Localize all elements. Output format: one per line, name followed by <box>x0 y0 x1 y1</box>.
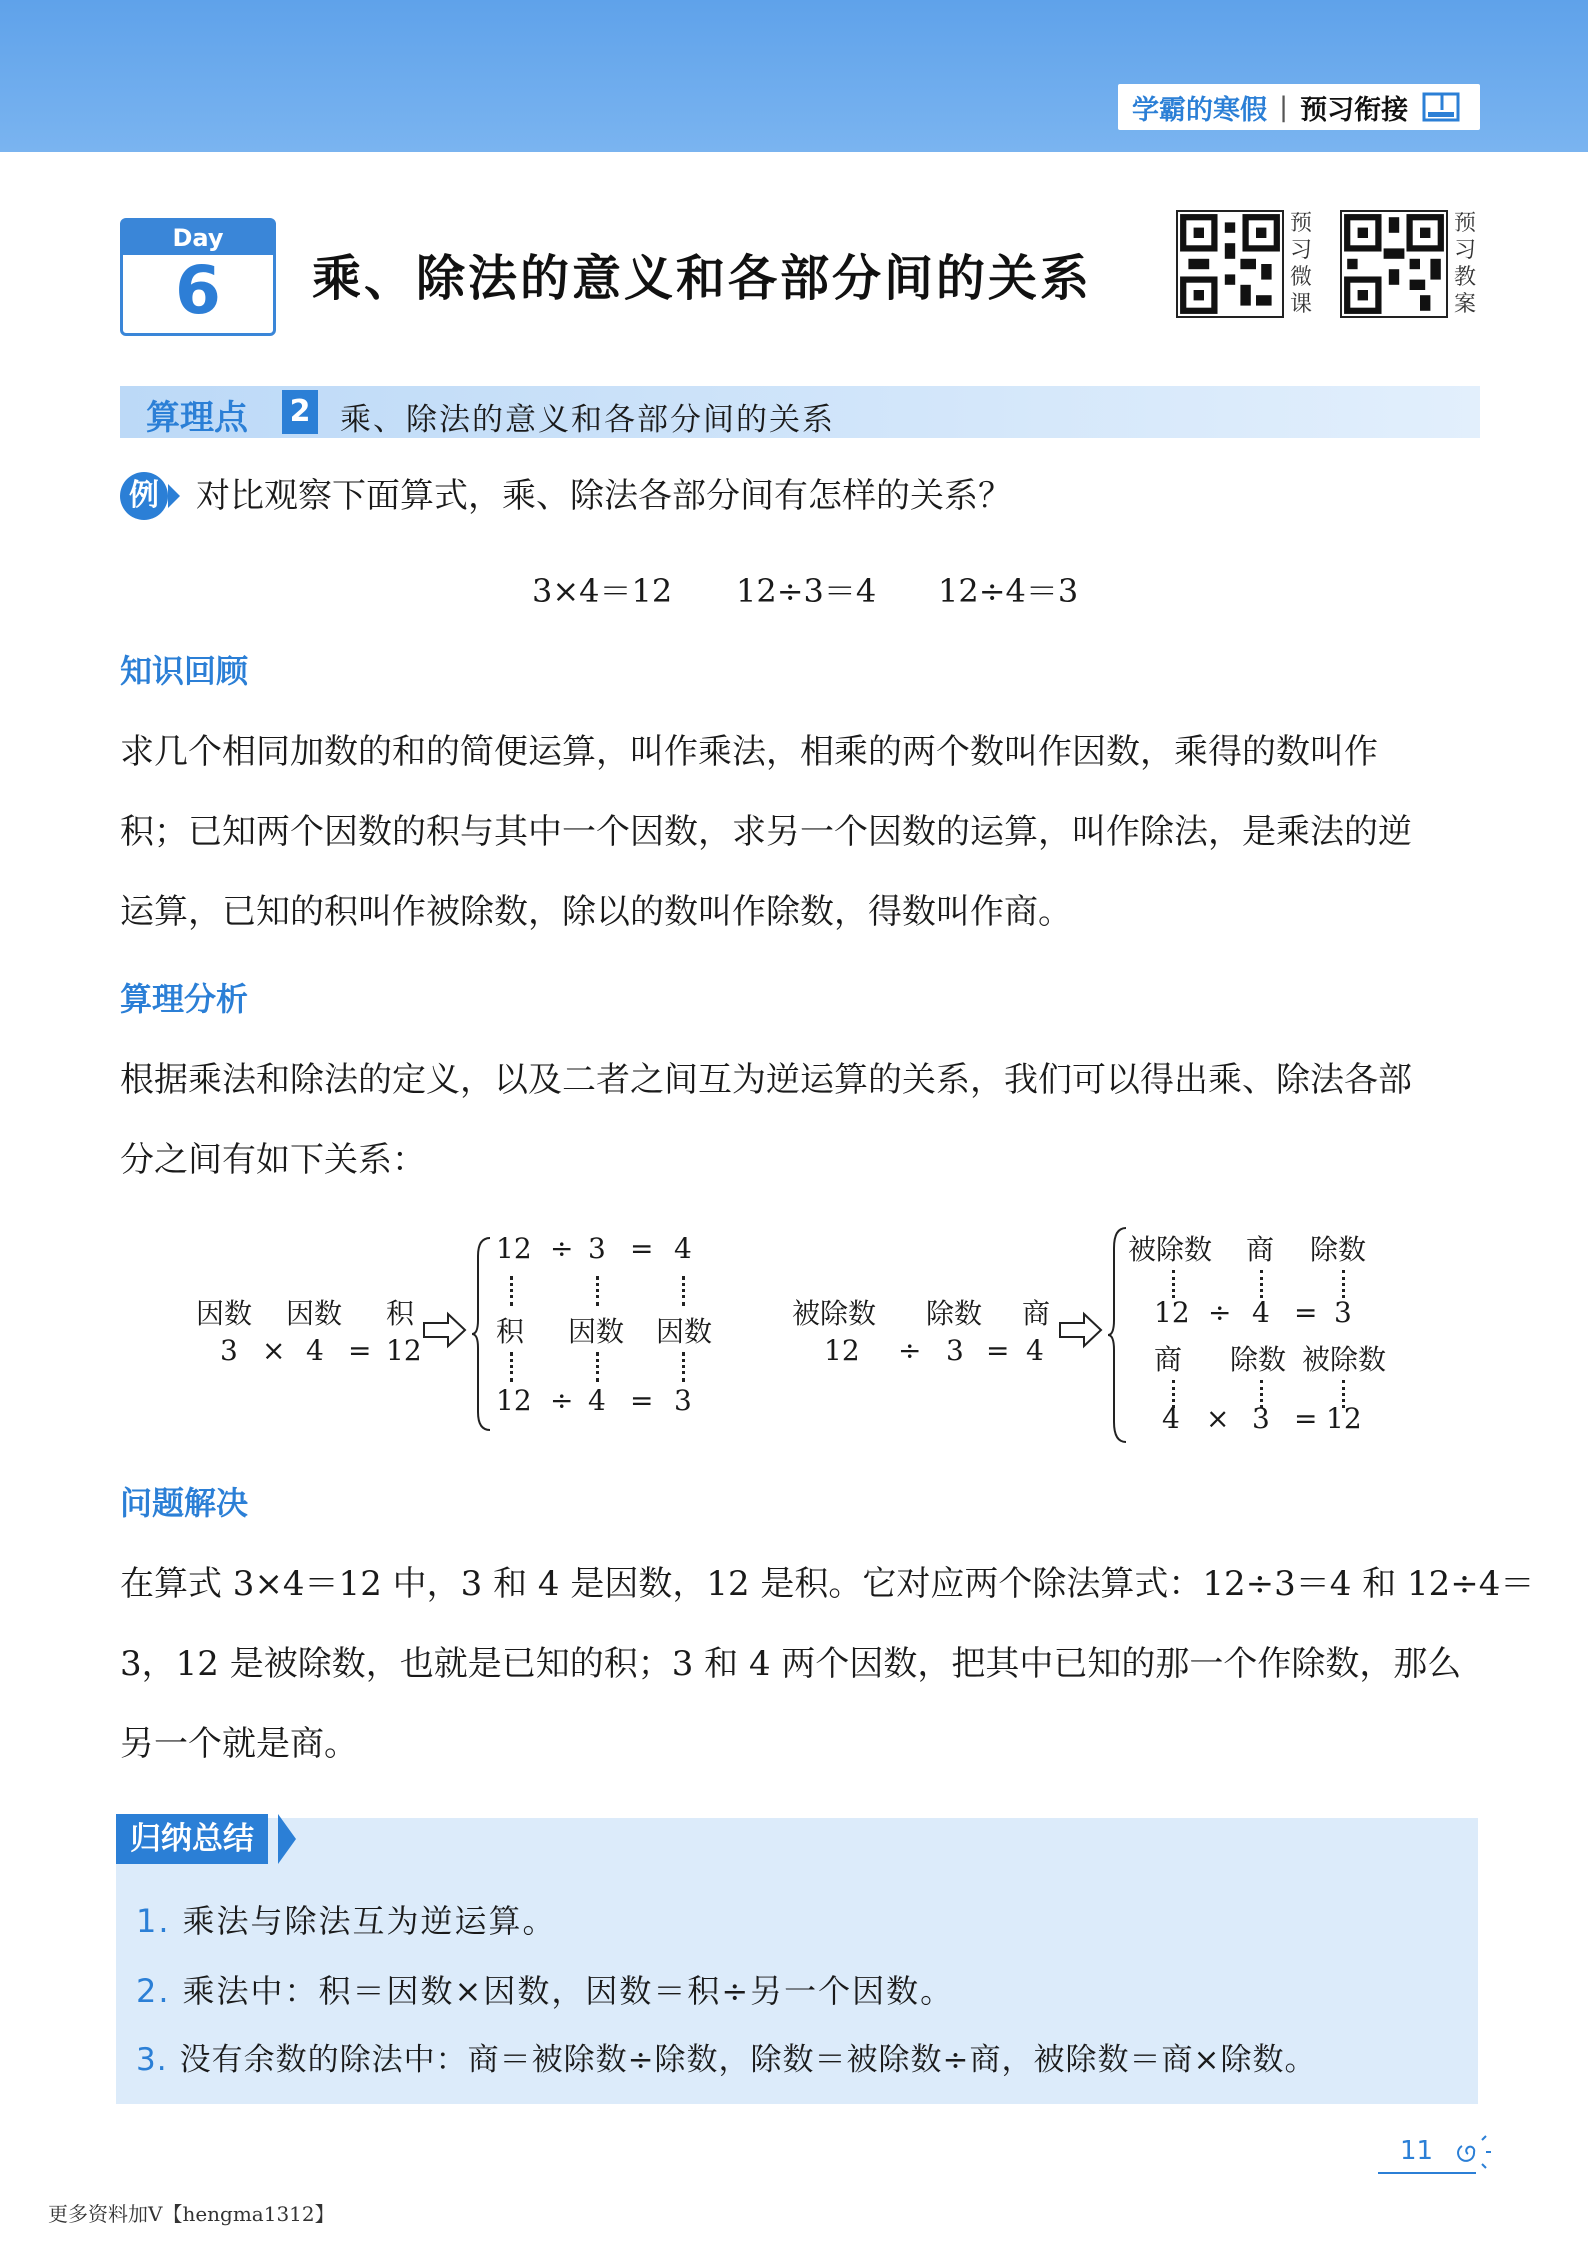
diagram-term: 4 <box>1252 1296 1270 1329</box>
dotted-connector <box>1172 1270 1175 1298</box>
diagram-label: 被除数 <box>1302 1343 1387 1376</box>
footer-note: 更多资料加V【hengma1312】 <box>48 2202 335 2226</box>
solution-line: 在算式 3×4＝12 中，3 和 4 是因数，12 是积。它对应两个除法算式：12÷3＝4 和 12÷4＝ <box>120 1564 1535 1604</box>
day-label: Day <box>123 221 273 255</box>
example-equation: 12÷4＝3 <box>938 572 1079 610</box>
diagram-term: 12 <box>1154 1296 1190 1329</box>
day-calendar <box>120 218 276 336</box>
qr-label-2: 预 习 教 案 <box>1453 211 1476 317</box>
summary-item <box>136 1966 954 2012</box>
diagram-term: 12 <box>496 1384 532 1417</box>
summary-item-text: 没有余数的除法中：商＝被除数÷除数，除数＝被除数÷商，被除数＝商×除数。 <box>179 2042 1317 2078</box>
diagram-term: 12 <box>386 1334 422 1367</box>
example-equation: 3×4＝12 <box>532 572 673 610</box>
brace-icon <box>1106 1226 1128 1444</box>
diagram-label: 因数 <box>656 1315 713 1348</box>
series-section: 预习衔接 <box>1300 94 1409 126</box>
diagram-term: 4 <box>306 1334 324 1367</box>
arrow-right-icon <box>422 1310 468 1350</box>
diagram-term: 3 <box>588 1232 606 1265</box>
diagram-label: 被除数 <box>1128 1233 1213 1266</box>
diagram-term: 4 <box>1026 1334 1044 1367</box>
diagram-label: 积 <box>386 1297 415 1330</box>
diagram-label: 除数 <box>926 1297 983 1330</box>
summary-tab: 归纳总结 <box>116 1814 268 1864</box>
summary-item-number: 2. <box>136 1972 171 2010</box>
diagram-term: ÷ <box>1208 1296 1232 1329</box>
diagram-term: 3 <box>946 1334 964 1367</box>
diagram-label: 积 <box>496 1315 525 1348</box>
review-line: 运算，已知的积叫作被除数，除以的数叫作除数，得数叫作商。 <box>120 892 1072 932</box>
diagram-label: 被除数 <box>792 1297 877 1330</box>
dotted-connector <box>682 1352 685 1382</box>
diagram-term: ÷ <box>550 1384 574 1417</box>
series-separator: | <box>1279 91 1289 123</box>
brace-icon <box>470 1236 492 1432</box>
qr-code-icon[interactable] <box>1340 210 1448 318</box>
diagram-term: = <box>348 1334 372 1367</box>
diagram-label: 因数 <box>196 1297 253 1330</box>
summary-item-text: 乘法与除法互为逆运算。 <box>182 1902 557 1940</box>
review-line: 求几个相同加数的和的简便运算，叫作乘法，相乘的两个数叫作因数，乘得的数叫作 <box>120 732 1378 772</box>
analysis-line: 分之间有如下关系： <box>120 1140 426 1180</box>
solution-line: 另一个就是商。 <box>120 1724 358 1764</box>
qr-code-icon[interactable] <box>1176 210 1284 318</box>
review-line: 积；已知两个因数的积与其中一个因数，求另一个因数的运算，叫作除法，是乘法的逆 <box>120 812 1412 852</box>
example-question: 对比观察下面算式，乘、除法各部分间有怎样的关系？ <box>196 476 1012 516</box>
diagram-term: 12 <box>1326 1402 1362 1435</box>
diagram-label: 商 <box>1022 1297 1051 1330</box>
example-arrow-icon <box>168 484 180 508</box>
dotted-connector <box>682 1276 685 1306</box>
diagram-term: 4 <box>674 1232 692 1265</box>
diagram-term: 4 <box>588 1384 606 1417</box>
diagram-division <box>790 1220 1430 1450</box>
diagram-term: ÷ <box>898 1334 922 1367</box>
dotted-connector <box>1342 1270 1345 1298</box>
dotted-connector <box>510 1352 513 1382</box>
diagram-term: ÷ <box>550 1232 574 1265</box>
dotted-connector <box>1260 1270 1263 1298</box>
diagram-term: = <box>986 1334 1010 1367</box>
diagram-term: 12 <box>824 1334 860 1367</box>
diagram-label: 除数 <box>1230 1343 1287 1376</box>
solution-line: 3，12 是被除数，也就是已知的积；3 和 4 两个因数，把其中已知的那一个作除数，那么 <box>120 1644 1462 1684</box>
diagram-term: = <box>1294 1296 1318 1329</box>
summary-item-text: 乘法中：积＝因数×因数，因数＝积÷另一个因数。 <box>182 1972 955 2010</box>
diagram-label: 因数 <box>286 1297 343 1330</box>
summary-tab-arrow-icon <box>278 1814 296 1864</box>
diagram-term: 12 <box>496 1232 532 1265</box>
section-number: 2 <box>282 390 318 434</box>
diagram-label: 商 <box>1246 1233 1275 1266</box>
arrow-right-icon <box>1058 1310 1104 1350</box>
dotted-connector <box>596 1276 599 1306</box>
analysis-heading: 算理分析 <box>120 980 249 1018</box>
page-number-underline <box>1378 2172 1476 2174</box>
example-badge: 例 <box>120 472 168 520</box>
dotted-connector <box>510 1276 513 1306</box>
diagram-term: 3 <box>220 1334 238 1367</box>
dotted-connector <box>596 1352 599 1382</box>
day-number: 6 <box>175 252 221 329</box>
diagram-term: = <box>630 1232 654 1265</box>
series-badge <box>1118 84 1480 130</box>
section-text: 乘、除法的意义和各部分间的关系 <box>340 402 835 438</box>
example-equation: 12÷3＝4 <box>736 572 877 610</box>
diagram-term: 3 <box>1334 1296 1352 1329</box>
solution-heading: 问题解决 <box>120 1484 249 1522</box>
diagram-term: × <box>262 1334 286 1367</box>
page-title: 乘、除法的意义和各部分间的关系 <box>312 250 1093 307</box>
diagram-term: 3 <box>1252 1402 1270 1435</box>
summary-item-number: 3. <box>136 2042 168 2078</box>
book-icon <box>1422 90 1460 124</box>
section-title: 算理点 <box>146 398 248 438</box>
diagram-term: 4 <box>1162 1402 1180 1435</box>
diagram-label: 商 <box>1154 1343 1183 1376</box>
diagram-multiplication <box>190 1220 750 1440</box>
review-heading: 知识回顾 <box>120 652 249 690</box>
analysis-line: 根据乘法和除法的定义，以及二者之间互为逆运算的关系，我们可以得出乘、除法各部 <box>120 1060 1412 1100</box>
diagram-term: = <box>630 1384 654 1417</box>
diagram-term: = <box>1294 1402 1318 1435</box>
diagram-label: 因数 <box>568 1315 625 1348</box>
series-name: 学霸的寒假 <box>1132 94 1267 126</box>
swirl-icon <box>1446 2132 1492 2172</box>
summary-item <box>136 1896 557 1942</box>
diagram-term: 3 <box>674 1384 692 1417</box>
diagram-label: 除数 <box>1310 1233 1367 1266</box>
summary-item <box>136 2034 1317 2079</box>
page-number: 11 <box>1400 2136 1434 2166</box>
summary-item-number: 1. <box>136 1902 171 1940</box>
qr-label-1: 预 习 微 课 <box>1289 211 1312 317</box>
diagram-term: × <box>1206 1402 1230 1435</box>
